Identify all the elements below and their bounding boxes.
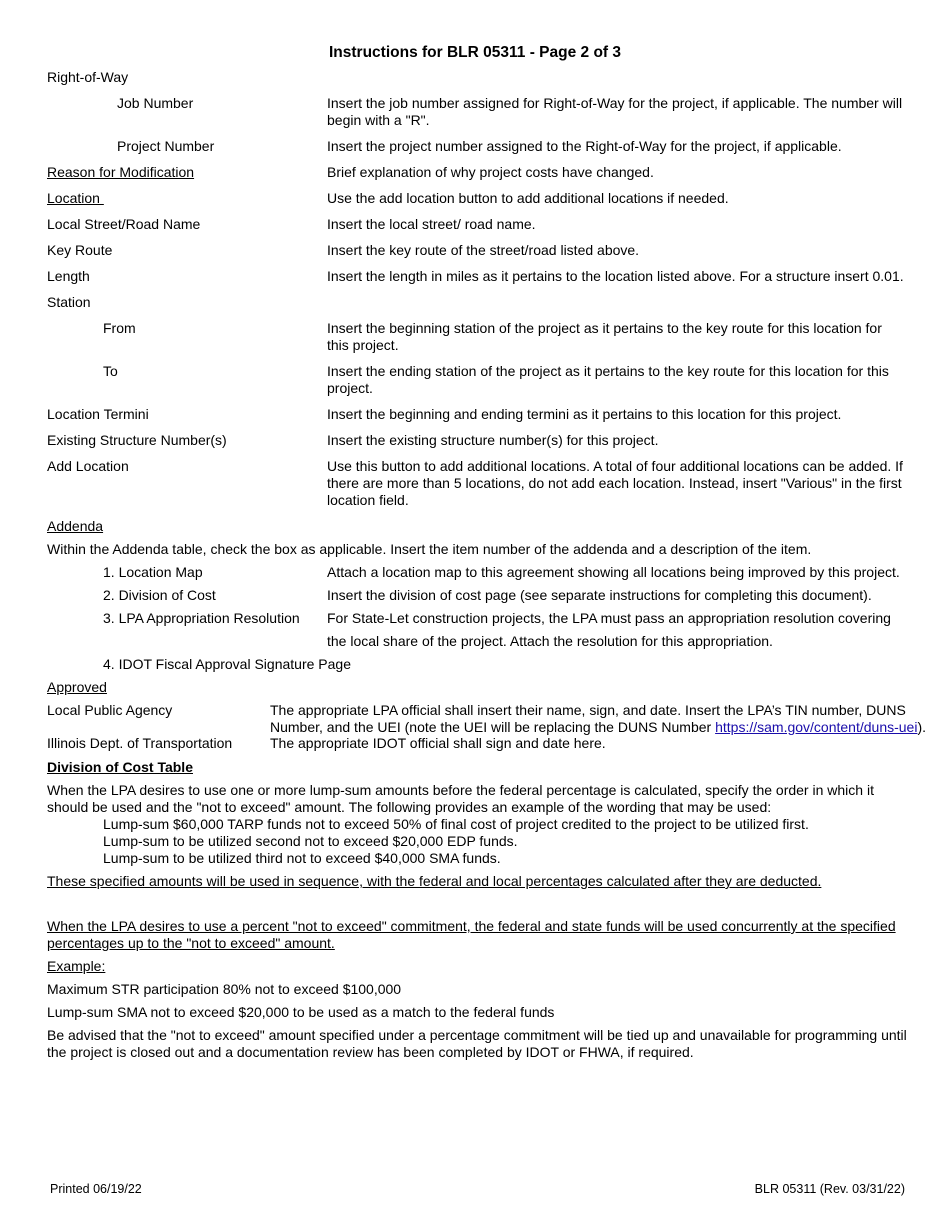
duns-uei-link[interactable]: https://sam.gov/content/duns-uei [715, 719, 918, 735]
to-desc: Insert the ending station of the project as it pertains to the key route for this location for this project. [327, 363, 889, 396]
doc-heading: Division of Cost Table [47, 759, 193, 775]
doc-example-1: Lump-sum $60,000 TARP funds not to exceed 50% of final cost of project credited to the project to be utilized first. [103, 816, 809, 832]
doc-intro: When the LPA desires to use one or more lump-sum amounts before the federal percentage is calculated, specify the order in which it should be used and the "not to exceed" amount. The following provides an example of the wording that may be used: [47, 782, 874, 815]
reason-modification-desc: Brief explanation of why project costs have changed. [327, 164, 654, 180]
reason-modification-label: Reason for Modification [47, 164, 195, 180]
doc-example-2: Lump-sum to be utilized second not to exceed $20,000 EDP funds. [103, 833, 518, 849]
addenda-item-4-label: 4. IDOT Fiscal Approval Signature Page [103, 656, 351, 672]
doc-percent: When the LPA desires to use a percent "not to exceed" commitment, the federal and state funds will be used concurrently at the specified percentages up to the "not to exceed" amount. [47, 918, 896, 951]
length-label: Length [47, 268, 90, 284]
addenda-item-1-desc: Attach a location map to this agreement showing all locations being improved by this project. [327, 564, 900, 580]
length-desc: Insert the length in miles as it pertains to the location listed above. For a structure insert 0.01. [327, 268, 904, 284]
advised-note: Be advised that the "not to exceed" amount specified under a percentage commitment will be tied up and unavailable for programming until the project is closed out and a documentation review has been completed by IDOT or FHWA, if required. [47, 1027, 907, 1060]
form-number: BLR 05311 (Rev. 03/31/22) [754, 1182, 905, 1196]
addenda-item-3-desc-2: the local share of the project. Attach the resolution for this appropriation. [327, 633, 773, 649]
street-desc: Insert the local street/ road name. [327, 216, 536, 232]
structure-label: Existing Structure Number(s) [47, 432, 227, 448]
example-line-2: Lump-sum SMA not to exceed $20,000 to be used as a match to the federal funds [47, 1004, 555, 1020]
idot-label: Illinois Dept. of Transportation [47, 735, 233, 751]
printed-date: Printed 06/19/22 [50, 1182, 142, 1196]
addenda-item-1-label: 1. Location Map [103, 564, 203, 580]
lpa-desc-2 [270, 719, 926, 736]
location-label: Location [47, 190, 104, 206]
addenda-item-2-label: 2. Division of Cost [103, 587, 216, 603]
addenda-intro: Within the Addenda table, check the box as applicable. Insert the item number of the addenda and a description of the item. [47, 541, 812, 557]
lpa-desc-1: The appropriate LPA official shall insert their name, sign, and date. Insert the LPA’s TIN number, DUNS [270, 702, 906, 718]
structure-desc: Insert the existing structure number(s) for this project. [327, 432, 659, 448]
termini-desc: Insert the beginning and ending termini as it pertains to this location for this project. [327, 406, 842, 422]
termini-label: Location Termini [47, 406, 149, 422]
add-location-desc: Use this button to add additional locations. A total of four additional locations can be added. If there are more than 5 locations, do not add each location. Instead, insert "Various" in the first location field. [327, 458, 903, 508]
location-desc: Use the add location button to add additional locations if needed. [327, 190, 729, 206]
addenda-heading: Addenda [47, 518, 104, 534]
example-line-1: Maximum STR participation 80% not to exceed $100,000 [47, 981, 402, 997]
lpa-desc-end: ). [917, 719, 927, 735]
addenda-item-3-label: 3. LPA Appropriation Resolution [103, 610, 300, 626]
from-desc: Insert the beginning station of the project as it pertains to the key route for this location for this project. [327, 320, 882, 353]
job-number-desc: Insert the job number assigned for Right-of-Way for the project, if applicable. The number will begin with a "R". [327, 95, 903, 128]
to-label: To [103, 363, 118, 379]
street-label: Local Street/Road Name [47, 216, 201, 232]
doc-sequence: These specified amounts will be used in sequence, with the federal and local percentages calculated after they are deducted. [47, 873, 822, 889]
idot-desc: The appropriate IDOT official shall sign and date here. [270, 735, 606, 751]
key-route-desc: Insert the key route of the street/road listed above. [327, 242, 640, 258]
row-heading: Right-of-Way [47, 69, 129, 85]
job-number-label: Job Number [117, 95, 194, 111]
example-label: Example: [47, 958, 106, 974]
add-location-label: Add Location [47, 458, 129, 474]
project-number-desc: Insert the project number assigned to the Right-of-Way for the project, if applicable. [327, 138, 842, 154]
addenda-item-3-desc-1: For State-Let construction projects, the LPA must pass an appropriation resolution covering [327, 610, 891, 626]
lpa-label: Local Public Agency [47, 702, 173, 718]
station-label: Station [47, 294, 91, 310]
lpa-desc-text: Number, and the UEI (note the UEI will be replacing the DUNS Number [270, 719, 716, 735]
approved-heading: Approved [47, 679, 107, 695]
page-title: Instructions for BLR 05311 - Page 2 of 3 [329, 44, 621, 61]
project-number-label: Project Number [117, 138, 215, 154]
addenda-item-2-desc: Insert the division of cost page (see separate instructions for completing this document). [327, 587, 872, 603]
from-label: From [103, 320, 136, 336]
key-route-label: Key Route [47, 242, 113, 258]
doc-example-3: Lump-sum to be utilized third not to exceed $40,000 SMA funds. [103, 850, 501, 866]
